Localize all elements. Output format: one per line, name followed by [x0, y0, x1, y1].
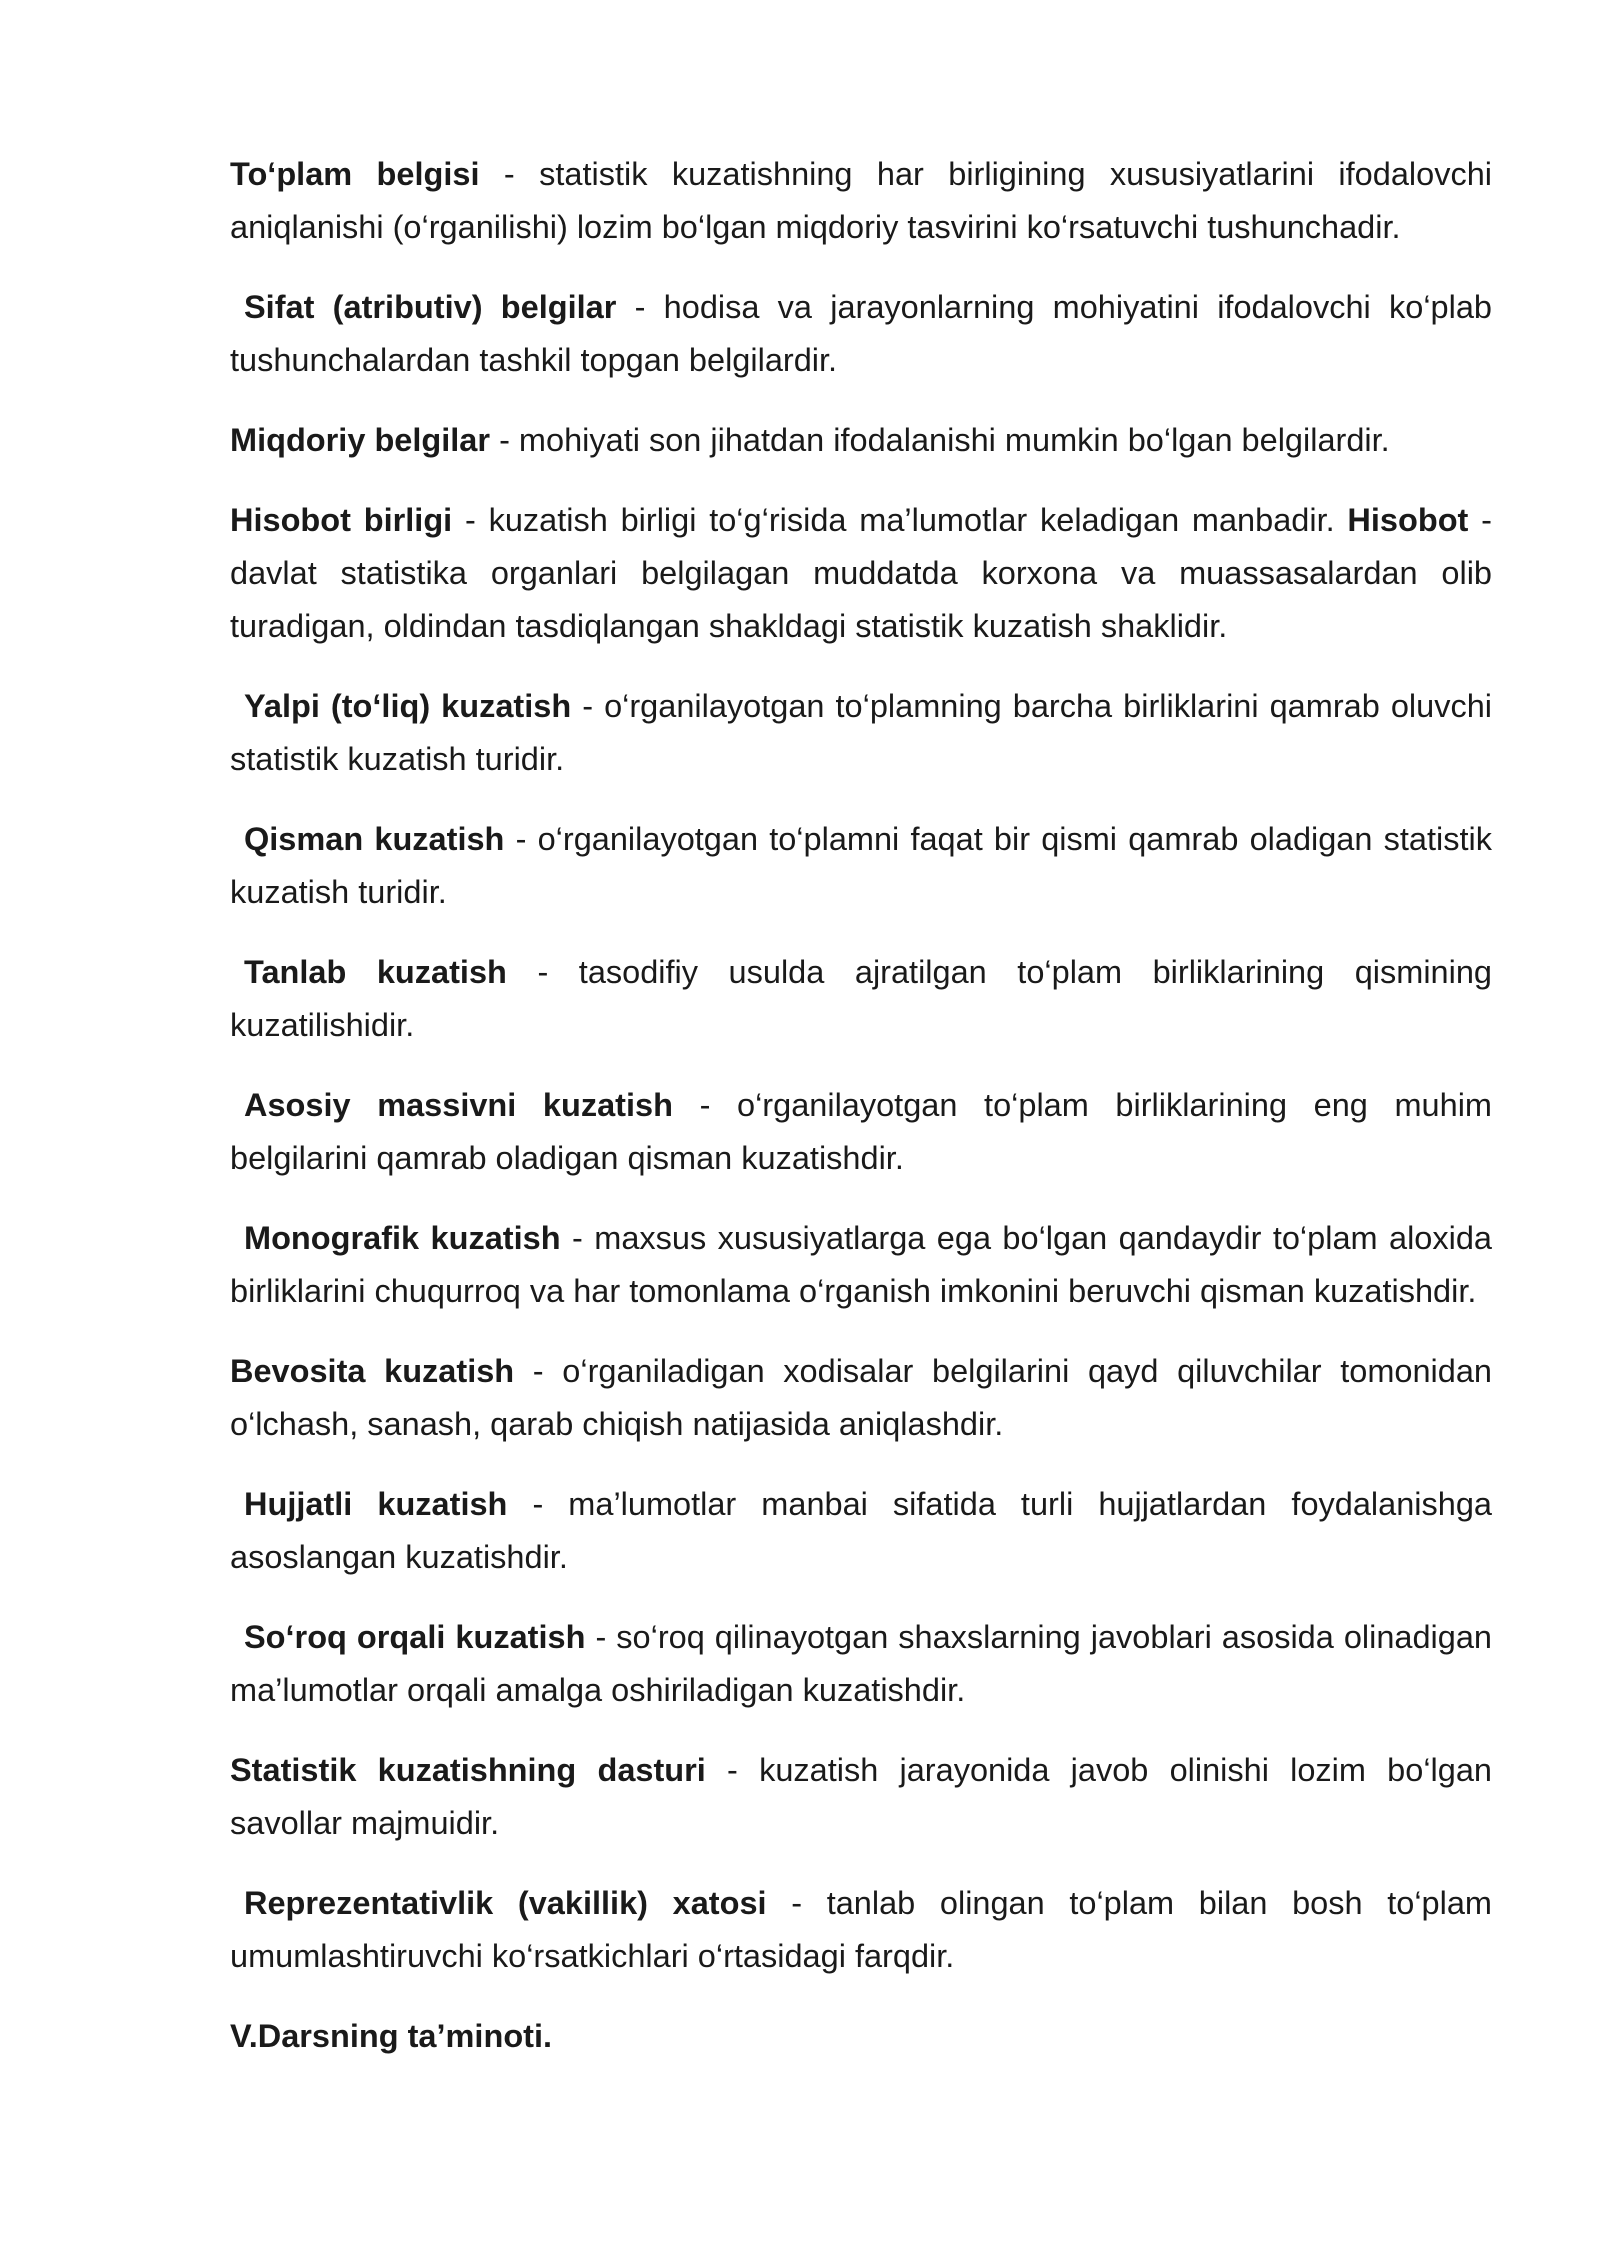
definition-text: - mohiyati son jihatdan ifodalanishi mumkin bo‘lgan belgilardir.	[490, 422, 1390, 458]
definition-paragraph	[230, 1212, 1492, 1318]
definition-paragraph	[230, 1345, 1492, 1451]
definition-paragraph	[230, 813, 1492, 919]
definition-text: - tasodifiy usulda ajratilgan to‘plam birliklarining qismining kuzatilishidir.	[230, 954, 1493, 1043]
definition-text: - so‘roq qilinayotgan shaxslarning javoblari asosida olinadigan ma’lumotlar orqali amalga oshiriladigan kuzatishdir.	[230, 1619, 1492, 1708]
definition-term: Bevosita kuzatish	[230, 1353, 515, 1389]
definition-paragraph	[230, 946, 1492, 1052]
definition-text: - maxsus xususiyatlarga ega bo‘lgan qandaydir to‘plam aloxida birliklarini chuqurroq va har tomonlama o‘rganish imkonini beruvchi qisman kuzatishdir.	[230, 1220, 1492, 1309]
definition-paragraph	[230, 1478, 1492, 1584]
definition-term: To‘plam belgisi	[230, 156, 480, 192]
definition-text: - o‘rganiladigan xodisalar belgilarini qayd qiluvchilar tomonidan o‘lchash, sanash, qarab chiqish natijasida aniqlashdir.	[230, 1353, 1492, 1442]
definition-paragraph	[230, 1744, 1492, 1850]
definition-text: - ma’lumotlar manbai sifatida turli hujjatlardan foydalanishga asoslangan kuzatishdir.	[230, 1486, 1492, 1575]
definition-term-secondary: Hisobot	[1347, 502, 1469, 538]
definition-text: - statistik kuzatishning har birligining xususiyatlarini ifodalovchi aniqlanishi (o‘rganilishi) lozim bo‘lgan miqdoriy tasvirini ko‘rsatuvchi tushunchadir.	[230, 156, 1492, 245]
definition-term: Tanlab kuzatish	[244, 954, 507, 990]
definition-text: - o‘rganilayotgan to‘plamning barcha birliklarini qamrab oluvchi statistik kuzatish turidir.	[230, 688, 1492, 777]
document-page	[230, 148, 1492, 2063]
definition-paragraph	[230, 1611, 1492, 1717]
definition-term: Yalpi (to‘liq) kuzatish	[244, 688, 572, 724]
definition-term: Statistik kuzatishning dasturi	[230, 1752, 706, 1788]
definition-paragraph	[230, 414, 1492, 467]
section-heading: V.Darsning ta’minoti.	[230, 2018, 553, 2054]
definition-term: So‘roq orqali kuzatish	[244, 1619, 586, 1655]
definition-paragraph	[230, 1079, 1492, 1185]
definition-paragraph	[230, 680, 1492, 786]
definition-term: Asosiy massivni kuzatish	[244, 1087, 673, 1123]
definition-term: Hujjatli kuzatish	[244, 1486, 508, 1522]
definition-paragraph	[230, 1877, 1492, 1983]
definition-term: Miqdoriy belgilar	[230, 422, 491, 458]
definition-term: Hisobot birligi	[230, 502, 453, 538]
definition-text: - kuzatish jarayonida javob olinishi lozim bo‘lgan savollar majmuidir.	[230, 1752, 1492, 1841]
definition-paragraph	[230, 494, 1492, 653]
definition-paragraph	[230, 148, 1492, 254]
definition-text: - o‘rganilayotgan to‘plam birliklarining eng muhim belgilarini qamrab oladigan qisman kuzatishdir.	[230, 1087, 1492, 1176]
definition-term: Qisman kuzatish	[244, 821, 505, 857]
definition-term: Reprezentativlik (vakillik) xatosi	[244, 1885, 767, 1921]
definition-term: Monografik kuzatish	[244, 1220, 561, 1256]
definition-text: - tanlab olingan to‘plam bilan bosh to‘plam umumlashtiruvchi ko‘rsatkichlari o‘rtasidagi farqdir.	[230, 1885, 1492, 1974]
definition-text: - hodisa va jarayonlarning mohiyatini ifodalovchi ko‘plab tushunchalardan tashkil topgan belgilardir.	[230, 289, 1492, 378]
definition-text: - o‘rganilayotgan to‘plamni faqat bir qismi qamrab oladigan statistik kuzatish turidir.	[230, 821, 1492, 910]
definition-paragraph	[230, 281, 1492, 387]
definition-text: - kuzatish birligi to‘g‘risida ma’lumotlar keladigan manbadir.	[452, 502, 1348, 538]
definition-text-secondary: - davlat statistika organlari belgilagan muddatda korxona va muassasalardan olib turadigan, oldindan tasdiqlangan shakldagi statistik kuzatish shaklidir.	[230, 502, 1492, 644]
definition-term: Sifat (atributiv) belgilar	[244, 289, 617, 325]
